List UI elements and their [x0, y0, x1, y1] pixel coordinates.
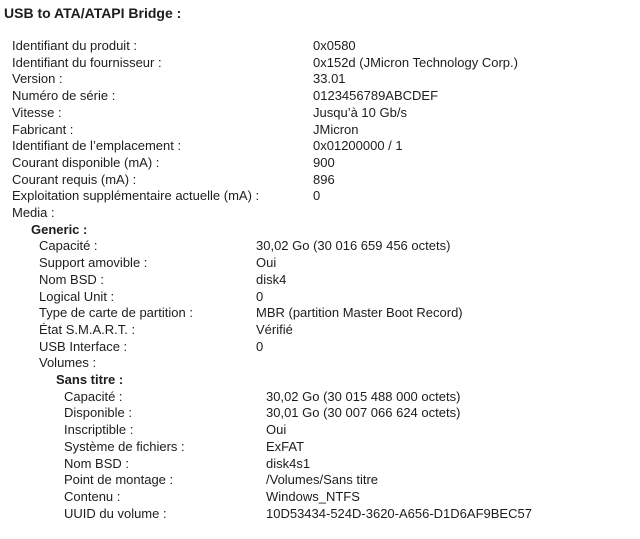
media-smart-value: Vérifié	[256, 321, 293, 337]
manufacturer-label: Fabricant :	[12, 121, 74, 137]
media-smart-label: État S.M.A.R.T. :	[39, 321, 136, 337]
media-usb-interface-label: USB Interface :	[39, 338, 128, 354]
volume-filesystem-value: ExFAT	[266, 438, 305, 454]
media-removable-value: Oui	[256, 255, 277, 271]
serial-value: 0123456789ABCDEF	[313, 88, 439, 104]
volume-bsd-name-value: disk4s1	[266, 455, 311, 471]
media-removable-label: Support amovible :	[39, 255, 148, 271]
volume-available-value: 30,01 Go (30 007 066 624 octets)	[266, 405, 461, 421]
product-id-label: Identifiant du produit :	[12, 38, 138, 53]
volume-uuid-label: UUID du volume :	[64, 505, 167, 521]
product-id-value: 0x0580	[313, 38, 356, 53]
volume-capacity-value: 30,02 Go (30 015 488 000 octets)	[266, 388, 461, 404]
manufacturer-value: JMicron	[313, 121, 359, 137]
volume-name: Sans titre :	[56, 372, 124, 387]
volume-content-label: Contenu :	[64, 488, 121, 504]
volume-mount-point-value: /Volumes/Sans titre	[266, 472, 378, 488]
media-logical-unit-value: 0	[256, 288, 264, 304]
volume-bsd-name-label: Nom BSD :	[64, 455, 130, 471]
volume-writable-value: Oui	[266, 422, 287, 438]
speed-value: Jusqu’à 10 Gb/s	[313, 104, 407, 120]
location-id-label: Identifiant de l’emplacement :	[12, 138, 182, 154]
location-id-value: 0x01200000 / 1	[313, 138, 403, 154]
current-available-label: Courant disponible (mA) :	[12, 154, 160, 170]
volume-writable-label: Inscriptible :	[64, 422, 134, 438]
volume-filesystem-label: Système de fichiers :	[64, 438, 185, 454]
version-label: Version :	[12, 71, 63, 87]
device-title: USB to ATA/ATAPI Bridge :	[4, 5, 182, 21]
current-available-value: 900	[313, 154, 335, 170]
volumes-label: Volumes :	[39, 355, 97, 371]
media-capacity-value: 30,02 Go (30 016 659 456 octets)	[256, 238, 451, 254]
volume-mount-point-label: Point de montage :	[64, 472, 174, 488]
volume-content-value: Windows_NTFS	[266, 488, 360, 504]
speed-label: Vitesse :	[12, 104, 62, 120]
volume-available-label: Disponible :	[64, 405, 132, 421]
current-required-value: 896	[313, 171, 335, 187]
current-required-label: Courant requis (mA) :	[12, 171, 137, 187]
media-bsd-name-label: Nom BSD :	[39, 271, 105, 287]
version-value: 33.01	[313, 71, 346, 87]
serial-label: Numéro de série :	[12, 88, 116, 104]
media-partition-map-value: MBR (partition Master Boot Record)	[256, 305, 463, 321]
extra-operating-current-label: Exploitation supplémentaire actuelle (mA) :	[12, 188, 260, 204]
vendor-id-label: Identifiant du fournisseur :	[12, 54, 162, 70]
media-name: Generic :	[31, 221, 88, 237]
extra-operating-current-value: 0	[313, 188, 321, 204]
media-logical-unit-label: Logical Unit :	[39, 288, 115, 304]
media-capacity-label: Capacité :	[39, 238, 98, 254]
media-partition-map-label: Type de carte de partition :	[39, 305, 193, 321]
media-usb-interface-value: 0	[256, 338, 264, 354]
volume-capacity-label: Capacité :	[64, 388, 123, 404]
media-bsd-name-value: disk4	[256, 271, 287, 287]
vendor-id-value: 0x152d (JMicron Technology Corp.)	[313, 54, 518, 70]
volume-uuid-value: 10D53434-524D-3620-A656-D1D6AF9BEC57	[266, 505, 532, 521]
media-label: Media :	[12, 205, 55, 220]
